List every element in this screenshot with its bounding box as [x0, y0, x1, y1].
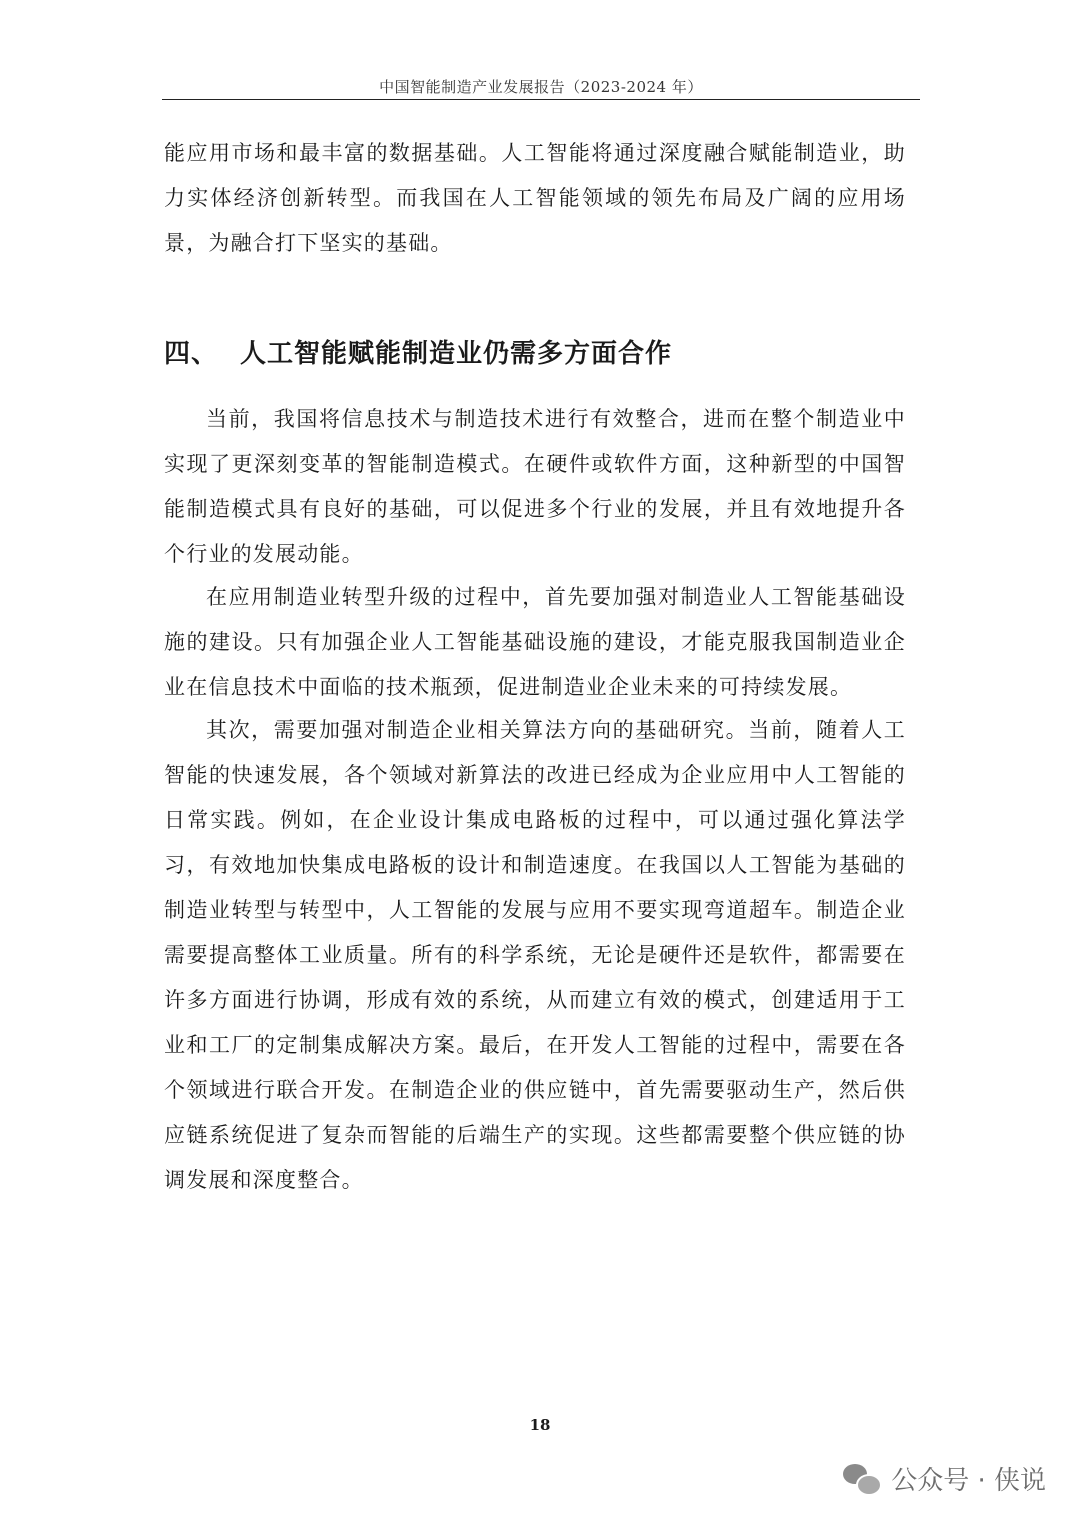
- continuation-paragraph: 能应用市场和最丰富的数据基础。人工智能将通过深度融合赋能制造业，助力实体经济创新转型。而我国在人工智能领域的领先布局及广阔的应用场景，为融合打下坚实的基础。: [164, 141, 906, 255]
- section-number: 四、: [164, 339, 219, 369]
- body-paragraph-2: 在应用制造业转型升级的过程中，首先要加强对制造业人工智能基础设施的建设。只有加强企业人工智能基础设施的建设，才能克服我国制造业企业在信息技术中面临的技术瓶颈，促进制造业企业未来的可持续发展。: [164, 585, 906, 699]
- body-paragraph-1: 当前，我国将信息技术与制造技术进行有效整合，进而在整个制造业中实现了更深刻变革的智能制造模式。在硬件或软件方面，这种新型的中国智能制造模式具有良好的基础，可以促进多个行业的发展，并且有效地提升各个行业的发展动能。: [164, 407, 906, 566]
- section-heading: [164, 333, 906, 370]
- page-number: 18: [529, 1416, 551, 1434]
- wechat-icon: [843, 1462, 881, 1496]
- watermark-text: 公众号 · 侠说: [891, 1466, 1046, 1496]
- watermark: [843, 1460, 1046, 1497]
- header-divider: [162, 99, 920, 100]
- body-paragraph-3: 其次，需要加强对制造企业相关算法方向的基础研究。当前，随着人工智能的快速发展，各个领域对新算法的改进已经成为企业应用中人工智能的日常实践。例如，在企业设计集成电路板的过程中，可以通过强化算法学习，有效地加快集成电路板的设计和制造速度。在我国以人工智能为基础的制造业转型与转型中，人工智能的发展与应用不要实现弯道超车。制造企业需要提高整体工业质量。所有的科学系统，无论是硬件还是软件，都需要在许多方面进行协调，形成有效的系统，从而建立有效的模式，创建适用于工业和工厂的定制集成解决方案。最后，在开发人工智能的过程中，需要在各个领域进行联合开发。在制造企业的供应链中，首先需要驱动生产，然后供应链系统促进了复杂而智能的后端生产的实现。这些都需要整个供应链的协调发展和深度整合。: [164, 718, 906, 1192]
- running-header: 中国智能制造产业发展报告（2023-2024 年）: [379, 78, 703, 96]
- section-title: 人工智能赋能制造业仍需多方面合作: [240, 339, 673, 369]
